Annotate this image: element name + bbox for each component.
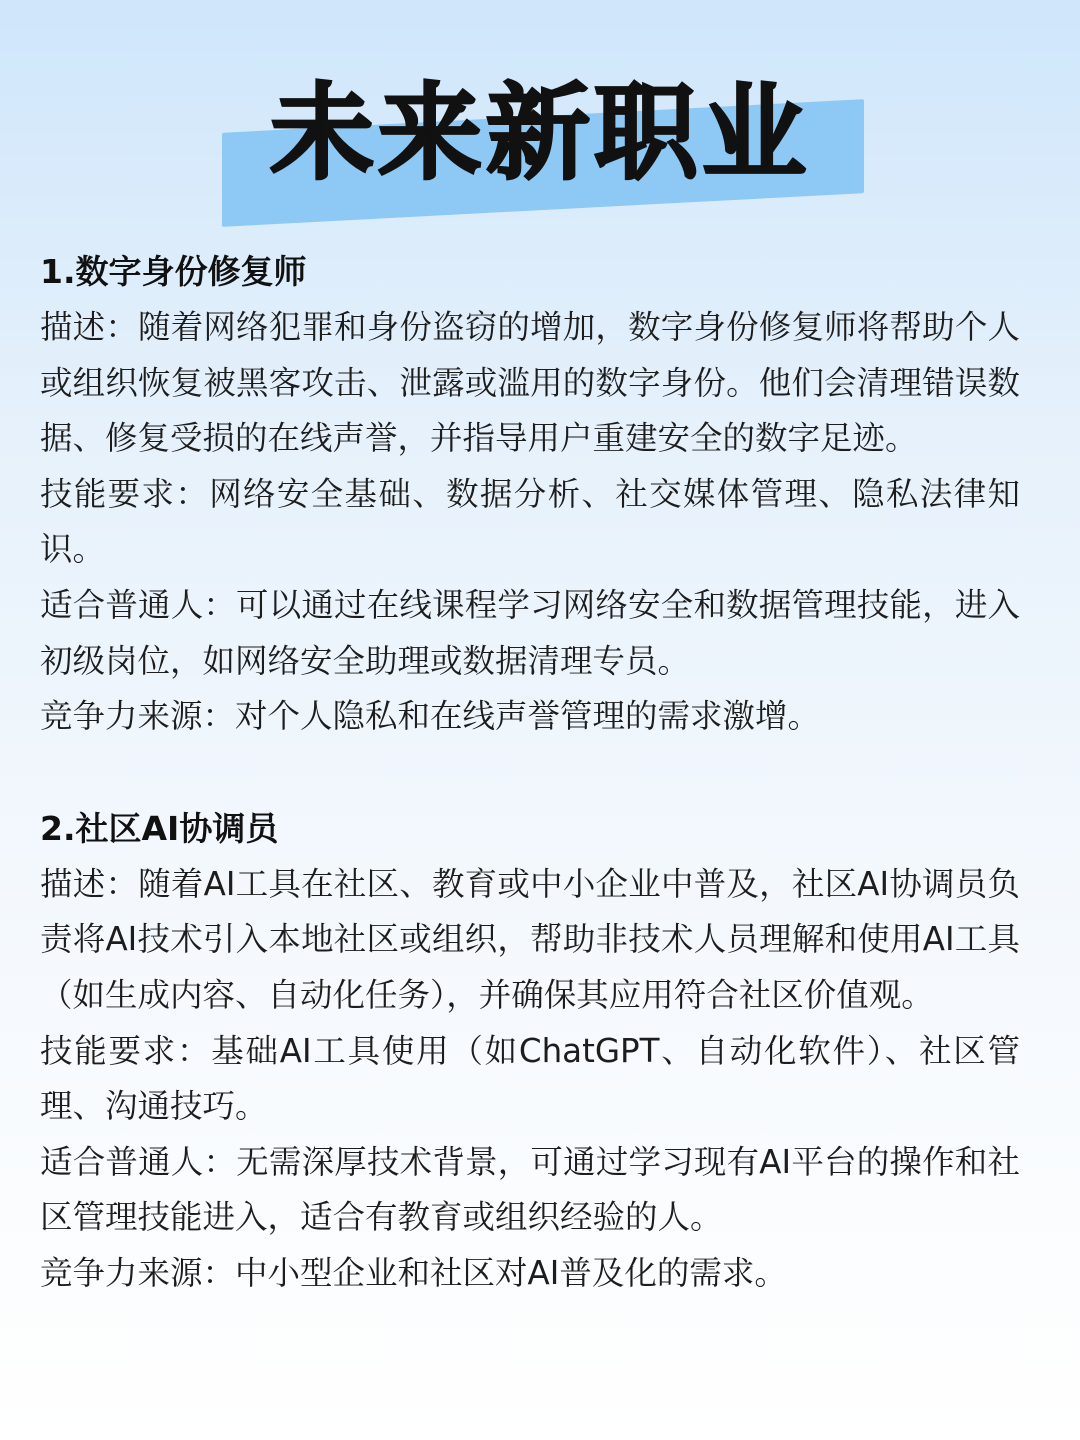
job-section-2 — [40, 801, 1020, 1302]
page-title: 未来新职业 — [269, 72, 810, 194]
description-paragraph: 描述：随着AI工具在社区、教育或中小企业中普及，社区AI协调员负责将AI技术引入本地社区或组织，帮助非技术人员理解和使用AI工具（如生成内容、自动化任务），并确保其应用符合社区价值观。 — [40, 864, 1020, 1014]
suitability-paragraph: 适合普通人：无需深厚技术背景，可通过学习现有AI平台的操作和社区管理技能进入，适合有教育或组织经验的人。 — [40, 1142, 1020, 1237]
title-banner — [0, 0, 1080, 240]
section-heading: 1.数字身份修复师 — [40, 252, 307, 291]
skills-paragraph: 技能要求：基础AI工具使用（如ChatGPT、自动化软件）、社区管理、沟通技巧。 — [40, 1031, 1020, 1126]
article-body — [40, 244, 1020, 1302]
competitiveness-paragraph: 竞争力来源：中小型企业和社区对AI普及化的需求。 — [40, 1253, 787, 1292]
section-heading: 2.社区AI协调员 — [40, 808, 279, 848]
description-paragraph: 描述：随着网络犯罪和身份盗窃的增加，数字身份修复师将帮助个人或组织恢复被黑客攻击、泄露或滥用的数字身份。他们会清理错误数据、修复受损的在线声誉，并指导用户重建安全的数字足迹。 — [40, 308, 1020, 458]
competitiveness-paragraph: 竞争力来源：对个人隐私和在线声誉管理的需求激增。 — [40, 697, 821, 736]
job-section-1 — [40, 244, 1020, 745]
skills-paragraph: 技能要求：网络安全基础、数据分析、社交媒体管理、隐私法律知识。 — [40, 474, 1020, 569]
suitability-paragraph: 适合普通人：可以通过在线课程学习网络安全和数据管理技能，进入初级岗位，如网络安全助理或数据清理专员。 — [40, 585, 1020, 680]
